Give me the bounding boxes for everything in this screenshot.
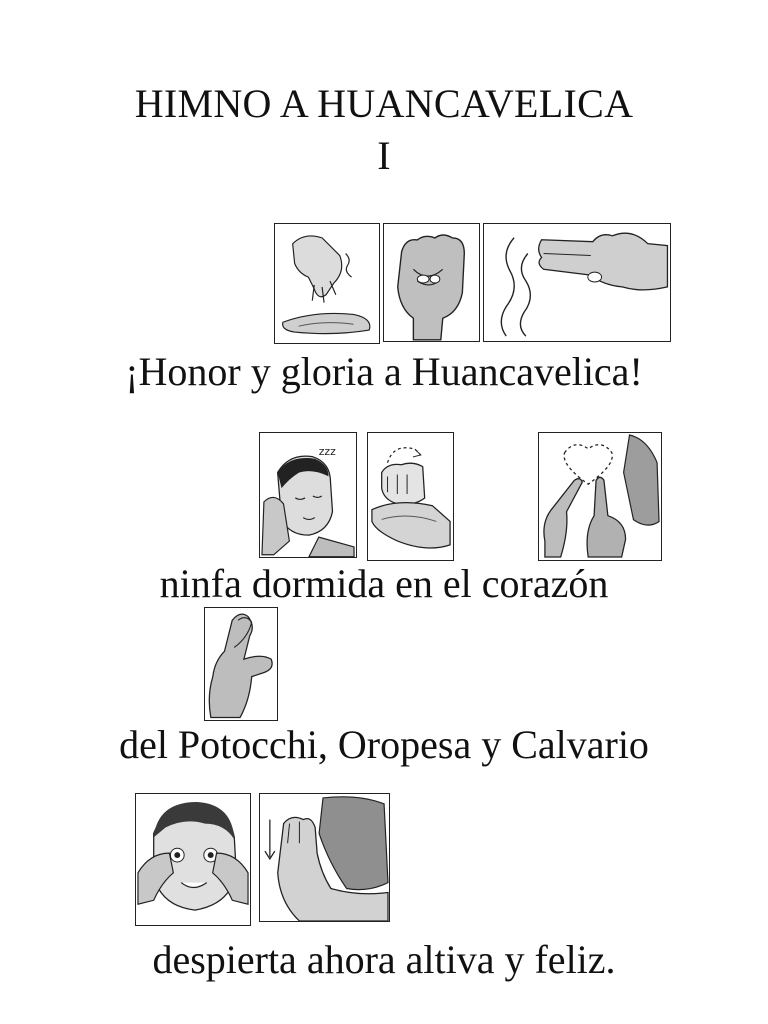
- svg-text:zzz: zzz: [318, 444, 336, 458]
- hand-over-fist-icon: [367, 432, 454, 561]
- heart-point-icon: [538, 432, 662, 561]
- verse-line-4: despierta ahora altiva y feliz.: [152, 937, 616, 982]
- crossed-fingers-icon: [204, 607, 278, 721]
- verse-line-2: ninfa dormida en el corazón: [159, 561, 609, 606]
- verse-line-3: del Potocchi, Oropesa y Calvario: [119, 722, 649, 767]
- page-subtitle: I: [377, 133, 391, 178]
- page-title: HIMNO A HUANCAVELICA: [134, 81, 634, 126]
- gloria-sign-icon: [483, 223, 671, 342]
- awake-eyes-icon: [135, 793, 251, 926]
- honor-sign-icon: [274, 223, 380, 344]
- fist-sign-icon: [383, 223, 480, 342]
- verse-line-1: ¡Honor y gloria a Huancavelica!: [125, 349, 643, 394]
- arm-down-icon: [259, 793, 390, 922]
- sleeping-face-icon: [259, 432, 357, 558]
